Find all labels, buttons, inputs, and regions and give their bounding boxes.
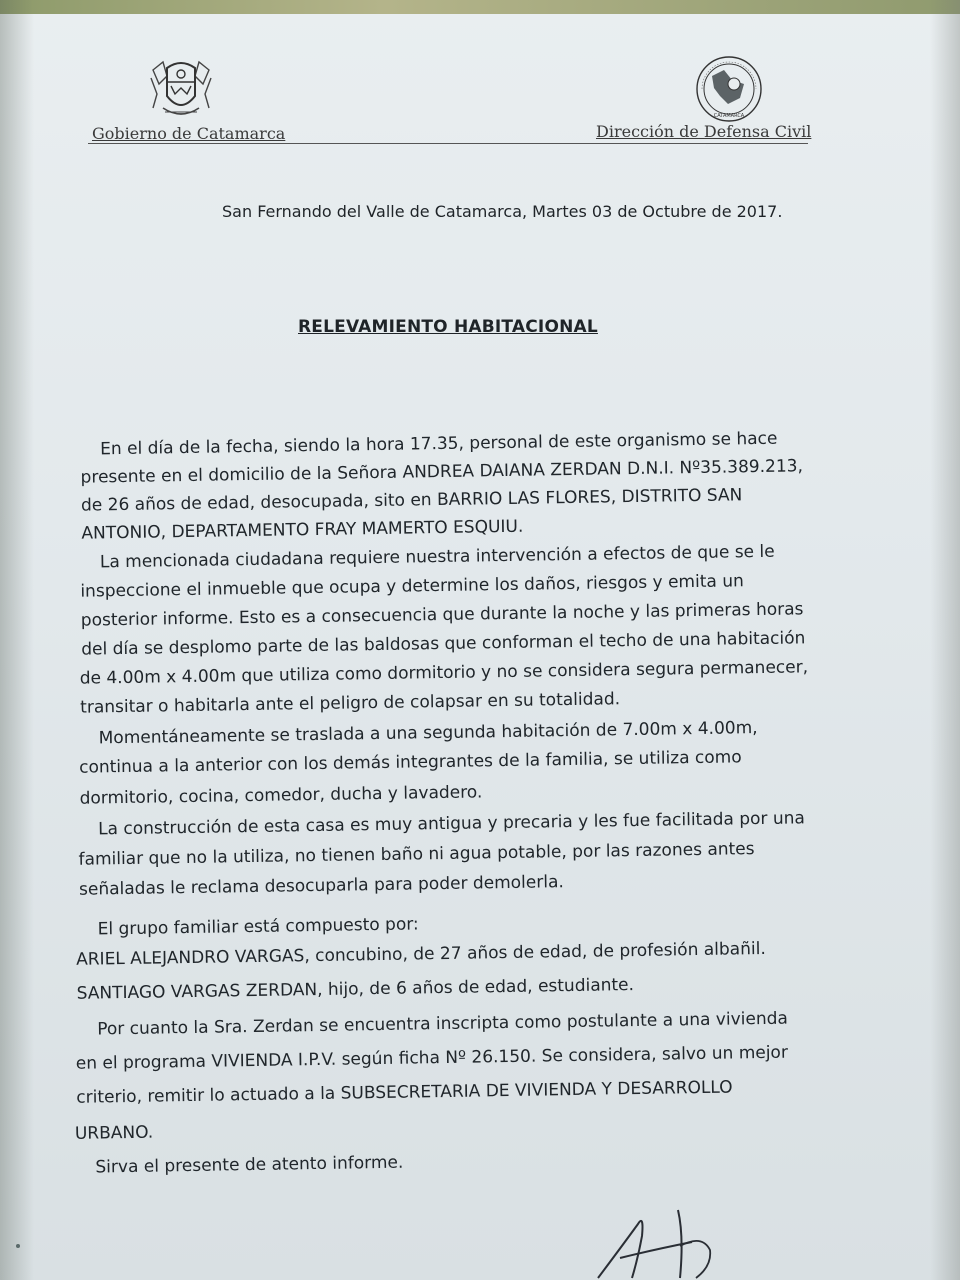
paper-speck — [16, 1244, 20, 1248]
body-line: dormitorio, cocina, comedor, ducha y lavadero. — [79, 782, 483, 809]
body-line: ARIEL ALEJANDRO VARGAS, concubino, de 27 años de edad, de profesión albañil. — [76, 938, 766, 970]
page-shadow-right — [930, 0, 960, 1280]
body-line: ANTONIO, DEPARTAMENTO FRAY MAMERTO ESQUIU. — [81, 516, 524, 544]
document-title: RELEVAMIENTO HABITACIONAL — [298, 317, 598, 337]
body-line: El grupo familiar está compuesto por: — [97, 914, 419, 940]
header-left-org: Gobierno de Catamarca — [92, 124, 286, 143]
seal-text: CATAMARCA — [713, 113, 745, 119]
body-line: en el programa VIVIENDA I.P.V. según ficha Nº 26.150. Se considera, salvo un mejor — [75, 1042, 789, 1074]
handwritten-signature-icon — [592, 1206, 722, 1280]
body-line: La construcción de esta casa es muy antigua y precaria y les fue facilitada por una — [97, 808, 806, 840]
header-right-org: Dirección de Defensa Civil — [596, 122, 812, 141]
header-divider — [88, 143, 808, 144]
body-line: de 4.00m x 4.00m que utiliza como dormitorio y no se considera segura permanecer, — [79, 657, 809, 689]
body-line: La mencionada ciudadana requiere nuestra intervención a efectos de que se le — [99, 541, 775, 573]
body-line: transitar o habitarla ante el peligro de colapsar en su totalidad. — [80, 689, 621, 718]
date-line: San Fernando del Valle de Catamarca, Martes 03 de Octubre de 2017. — [222, 202, 783, 221]
body-line: Momentáneamente se traslada a una segunda habitación de 7.00m x 4.00m, — [98, 718, 758, 749]
body-line: inspeccione el inmueble que ocupa y determine los daños, riesgos y emita un — [80, 571, 744, 602]
body-line: familiar que no la utiliza, no tienen baño ni agua potable, por las razones antes — [78, 839, 755, 870]
background-strip — [0, 0, 960, 14]
provincial-coat-of-arms-icon — [145, 56, 217, 122]
body-line: En el día de la fecha, siendo la hora 17.35, personal de este organismo se hace — [99, 428, 778, 460]
body-line: posterior informe. Esto es a consecuencia que durante la noche y las primeras horas — [80, 599, 804, 631]
body-line: Por cuanto la Sra. Zerdan se encuentra inscripta como postulante a una vivienda — [97, 1008, 789, 1040]
body-line: criterio, remitir lo actuado a la SUBSECRETARIA DE VIVIENDA Y DESARROLLO — [76, 1077, 733, 1108]
report-body — [58, 427, 858, 1178]
body-line: del día se desplomo parte de las baldosas que conforman el techo de una habitación — [81, 628, 806, 660]
page-shadow-left — [0, 0, 34, 1280]
body-line: URBANO. — [74, 1122, 154, 1144]
body-line: señaladas le reclama desocuparla para poder demolerla. — [78, 872, 564, 900]
body-line: de 26 años de edad, desocupada, sito en BARRIO LAS FLORES, DISTRITO SAN — [80, 485, 743, 516]
body-line: continua a la anterior con los demás integrantes de la familia, se utiliza como — [78, 747, 742, 778]
civil-defense-seal-icon — [694, 54, 764, 124]
body-line: SANTIAGO VARGAS ZERDAN, hijo, de 6 años de edad, estudiante. — [76, 975, 635, 1004]
body-line: Sirva el presente de atento informe. — [95, 1152, 404, 1178]
body-line: presente en el domicilio de la Señora ANDREA DAIANA ZERDAN D.N.I. Nº35.389.213, — [80, 456, 804, 488]
